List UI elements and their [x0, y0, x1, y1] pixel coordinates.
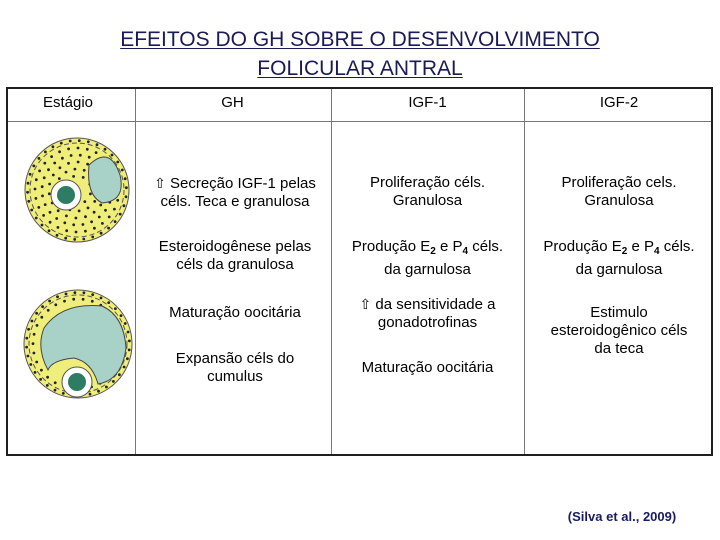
granulosa-cell-dot [37, 206, 40, 209]
granulosa-cell-dot [35, 178, 38, 181]
granulosa-cell-dot [104, 148, 107, 151]
up-arrow-icon: ⇧ [154, 175, 166, 191]
granulosa-cell-dot [39, 378, 42, 381]
granulosa-cell-dot [83, 169, 86, 172]
granulosa-cell-dot [75, 231, 78, 234]
granulosa-cell-dot [27, 328, 30, 331]
granulosa-cell-dot [41, 195, 44, 198]
granulosa-cell-dot [32, 342, 35, 345]
granulosa-cell-dot [36, 324, 39, 327]
granulosa-cell-dot [118, 373, 121, 376]
granulosa-cell-dot [89, 193, 92, 196]
igf1-r3-line2: gonadotrofinas [377, 314, 478, 331]
granulosa-cell-dot [82, 223, 85, 226]
header-gh: GH [221, 94, 244, 111]
granulosa-cell-dot [52, 145, 55, 148]
granulosa-cell-dot [48, 229, 51, 232]
granulosa-cell-dot [35, 197, 38, 200]
granulosa-cell-dot [98, 216, 101, 219]
granulosa-cell-dot [38, 170, 41, 173]
granulosa-cell-dot [124, 177, 127, 180]
granulosa-cell-dot [128, 349, 131, 352]
granulosa-cell-dot [49, 211, 52, 214]
granulosa-cell-dot [63, 221, 66, 224]
granulosa-cell-dot [40, 316, 43, 319]
granulosa-cell-dot [116, 161, 119, 164]
gh-steroidogenesis [135, 238, 335, 274]
granulosa-cell-dot [27, 355, 30, 358]
granulosa-cell-dot [91, 236, 94, 239]
granulosa-cell-dot [96, 143, 99, 146]
granulosa-cell-dot [38, 157, 41, 160]
igf2-theca-steroidogenic-stimulus [524, 304, 714, 358]
granulosa-cell-dot [47, 168, 50, 171]
gh-r4-line1: Expansão céls do [175, 350, 295, 367]
granulosa-cell-dot [77, 161, 80, 164]
gh-oocyte-maturation: Maturação oocitária [169, 304, 301, 321]
granulosa-cell-dot [95, 151, 98, 154]
granulosa-cell-dot [82, 238, 85, 241]
granulosa-cell-dot [104, 209, 107, 212]
igf1-gonadotropin-sensitivity [331, 295, 524, 332]
granulosa-cell-dot [25, 337, 28, 340]
granulosa-cell-dot [63, 300, 66, 303]
granulosa-cell-dot [91, 293, 94, 296]
granulosa-cell-dot [91, 300, 94, 303]
granulosa-cell-dot [64, 237, 67, 240]
early-antral-follicle-illustration [22, 135, 132, 245]
granulosa-cell-dot [83, 291, 86, 294]
granulosa-cell-dot [111, 154, 114, 157]
granulosa-cell-dot [58, 150, 61, 153]
igf1-r2-pre: Produção E [351, 238, 431, 255]
granulosa-cell-dot [77, 147, 80, 150]
igf2-r2-post: céls. [659, 238, 695, 255]
igf2-r3-line3: da teca [594, 340, 644, 357]
gh-igf1-secretion [135, 174, 335, 211]
gh-r2-line1: Esteroidogênese pelas [158, 238, 312, 255]
granulosa-cell-dot [107, 227, 110, 230]
igf2-r3-line2: esteroidogênico céls [550, 322, 688, 339]
granulosa-cell-dot [114, 307, 117, 310]
granulosa-cell-dot [113, 208, 116, 211]
granulosa-cell-dot [119, 213, 122, 216]
granulosa-cell-dot [55, 217, 58, 220]
igf2-r1-line1: Proliferação cels. [561, 174, 677, 191]
granulosa-cell-dot [74, 168, 77, 171]
granulosa-cell-dot [84, 215, 87, 218]
granulosa-cell-dot [87, 140, 90, 143]
granulosa-cell-dot [49, 221, 52, 224]
granulosa-cell-dot [86, 148, 89, 151]
granulosa-cell-dot [46, 376, 49, 379]
granulosa-cell-dot [54, 381, 57, 384]
granulosa-cell-dot [26, 191, 29, 194]
igf2-r3-line1: Estimulo [590, 304, 648, 321]
granulosa-cell-dot [54, 389, 57, 392]
granulosa-cell-dot [47, 309, 50, 312]
granulosa-cell-dot [48, 183, 51, 186]
granulosa-cell-dot [46, 384, 49, 387]
granulosa-cell-dot [59, 166, 62, 169]
granulosa-cell-dot [78, 139, 81, 142]
gh-cumulus-expansion [135, 350, 335, 386]
granulosa-cell-dot [69, 140, 72, 143]
granulosa-cell-dot [29, 363, 32, 366]
igf1-granulosa-proliferation [331, 174, 524, 210]
granulosa-cell-dot [65, 215, 68, 218]
granulosa-cell-dot [73, 238, 76, 241]
granulosa-cell-dot [74, 291, 77, 294]
granulosa-cell-dot [107, 301, 110, 304]
granulosa-cell-dot [112, 380, 115, 383]
igf2-r2-pre: Produção E [543, 238, 622, 255]
granulosa-cell-dot [128, 340, 131, 343]
granulosa-cell-dot [72, 175, 75, 178]
igf1-r3-line1: da sensitividade a [375, 296, 496, 313]
igf2-granulosa-proliferation [524, 174, 714, 210]
title-line-2: FOLICULAR ANTRAL [257, 57, 463, 80]
igf2-r1-line2: Granulosa [584, 192, 654, 209]
granulosa-cell-dot [120, 314, 123, 317]
granulosa-cell-dot [93, 200, 96, 203]
granulosa-cell-dot [35, 312, 38, 315]
granulosa-cell-dot [114, 220, 117, 223]
granulosa-cell-dot [100, 297, 103, 300]
granulosa-cell-dot [123, 366, 126, 369]
header-divider [8, 121, 711, 122]
granulosa-cell-dot [42, 214, 45, 217]
granulosa-cell-dot [123, 204, 126, 207]
granulosa-cell-dot [97, 390, 100, 393]
granulosa-cell-dot [93, 211, 96, 214]
granulosa-cell-dot [30, 209, 33, 212]
granulosa-cell-dot [44, 151, 47, 154]
granulosa-cell-dot [83, 200, 86, 203]
granulosa-cell-dot [40, 369, 43, 372]
granulosa-cell-dot [88, 156, 91, 159]
igf1-r2-sub-2: 2 [430, 246, 436, 257]
citation: (Silva et al., 2009) [567, 509, 677, 524]
granulosa-cell-dot [33, 352, 36, 355]
granulosa-cell-dot [84, 230, 87, 233]
granulosa-cell-dot [65, 293, 68, 296]
igf1-r2-mid: e P [435, 238, 463, 255]
granulosa-cell-dot [35, 361, 38, 364]
granulosa-cell-dot [65, 229, 68, 232]
granulosa-cell-dot [67, 162, 70, 165]
title-line-1: EFEITOS DO GH SOBRE O DESENVOLVIMENTO [120, 28, 600, 51]
granulosa-cell-dot [108, 216, 111, 219]
granulosa-cell-dot [72, 298, 75, 301]
granulosa-cell-dot [43, 162, 46, 165]
igf2-r2-sub-4: 4 [654, 246, 660, 257]
granulosa-cell-dot [34, 371, 37, 374]
granulosa-cell-dot [75, 217, 78, 220]
header-estagio: Estágio [42, 94, 94, 111]
granulosa-cell-dot [126, 357, 129, 360]
gh-r1-line1: Secreção IGF-1 pelas [170, 175, 316, 192]
igf1-r1-line2: Granulosa [392, 192, 463, 209]
granulosa-cell-dot [99, 204, 102, 207]
igf2-e2-p4-production [524, 238, 714, 279]
granulosa-cell-dot [25, 346, 28, 349]
granulosa-cell-dot [127, 331, 130, 334]
igf2-r2-mid: e P [627, 238, 655, 255]
granulosa-cell-dot [125, 195, 128, 198]
granulosa-cell-dot [52, 174, 55, 177]
header-igf1: IGF-1 [408, 94, 447, 111]
granulosa-cell-dot [61, 157, 64, 160]
granulosa-cell-dot [105, 386, 108, 389]
granulosa-cell-dot [27, 182, 30, 185]
igf2-r2-line2: da garnulosa [575, 261, 663, 278]
granulosa-cell-dot [62, 392, 65, 395]
granulosa-cell-dot [27, 200, 30, 203]
igf1-e2-p4-production [331, 238, 524, 279]
granulosa-cell-dot [48, 192, 51, 195]
granulosa-cell-dot [82, 176, 85, 179]
granulosa-cell-dot [124, 322, 127, 325]
granulosa-cell-dot [100, 232, 103, 235]
igf2-r2-sub-2: 2 [621, 246, 628, 257]
gh-r2-line2: céls da granulosa [176, 256, 294, 273]
granulosa-cell-dot [56, 234, 59, 237]
granulosa-cell-dot [54, 303, 57, 306]
granulosa-cell-dot [67, 148, 70, 151]
igf1-r2-line2: da garnulosa [384, 261, 471, 278]
granulosa-cell-dot [121, 169, 124, 172]
granulosa-cell-dot [60, 142, 63, 145]
granulosa-cell-dot [116, 199, 119, 202]
granulosa-cell-dot [35, 217, 38, 220]
granulosa-cell-dot [48, 300, 51, 303]
granulosa-cell-dot [90, 220, 93, 223]
granulosa-cell-dot [56, 295, 59, 298]
granulosa-cell-dot [72, 223, 75, 226]
granulosa-cell-dot [41, 185, 44, 188]
granulosa-cell-dot [57, 209, 60, 212]
igf1-r1-line1: Proliferação céls. [369, 174, 486, 191]
granulosa-cell-dot [125, 186, 128, 189]
granulosa-cell-dot [53, 162, 56, 165]
granulosa-cell-dot [89, 393, 92, 396]
granulosa-cell-dot [44, 203, 47, 206]
igf1-r2-post: céls. [468, 238, 504, 255]
granulosa-cell-dot [41, 224, 44, 227]
late-antral-follicle-illustration [22, 288, 134, 400]
granulosa-cell-dot [34, 188, 37, 191]
granulosa-cell-dot [57, 226, 60, 229]
granulosa-cell-dot [31, 320, 34, 323]
up-arrow-icon: ⇧ [359, 296, 372, 312]
granulosa-cell-dot [82, 298, 85, 301]
granulosa-cell-dot [79, 154, 82, 157]
granulosa-cell-dot [93, 227, 96, 230]
granulosa-cell-dot [58, 177, 61, 180]
granulosa-cell-dot [41, 305, 44, 308]
granulosa-cell-dot [101, 222, 104, 225]
granulosa-cell-dot [29, 173, 32, 176]
granulosa-cell-dot [87, 207, 90, 210]
granulosa-cell-dot [32, 165, 35, 168]
granulosa-cell-dot [50, 155, 53, 158]
granulosa-cell-dot [33, 333, 36, 336]
granulosa-cell-dot [78, 210, 81, 213]
granulosa-cell-dot [70, 154, 73, 157]
gh-r4-line2: cumulus [207, 368, 263, 385]
igf1-oocyte-maturation: Maturação oocitária [361, 359, 494, 376]
igf1-r2-sub-4: 4 [462, 246, 469, 257]
gh-r1-line2: céls. Teca e granulosa [160, 193, 310, 210]
granulosa-cell-dot [43, 176, 46, 179]
granulosa-cell-dot [65, 171, 68, 174]
header-igf2: IGF-2 [599, 94, 639, 111]
